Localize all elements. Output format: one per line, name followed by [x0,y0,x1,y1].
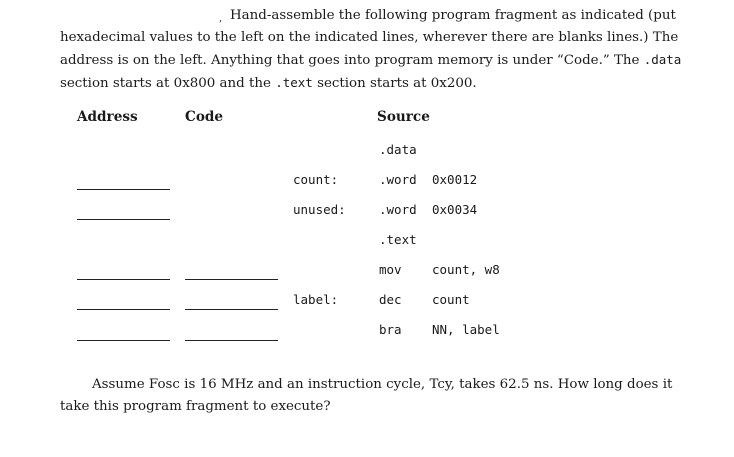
operand-bra: NN, label [432,322,500,337]
instr-word-unused: .word [379,202,417,217]
instr-word-count: .word [379,172,417,187]
address-blank-bra[interactable] [77,340,170,341]
instr-dec: dec [379,292,402,307]
operand-dec: count [432,292,470,307]
label-unused: unused: [293,202,346,217]
instructions-text-3: section starts at 0x200. [312,76,477,91]
code-blank-bra[interactable] [185,340,278,341]
directive-text: .text [379,232,417,247]
instr-bra: bra [379,322,402,337]
source-header: Source [377,109,430,125]
data-keyword: .data [643,52,682,67]
code-blank-dec[interactable] [185,309,278,310]
operand-0x0012: 0x0012 [432,172,478,187]
directive-data: .data [379,142,417,157]
operand-0x0034: 0x0034 [432,202,478,217]
question-paragraph: Assume Fosc is 16 MHz and an instruction cycle, Tcy, takes 62.5 ns. How long does it take this program fragment to execute? [60,377,673,414]
address-header: Address [77,109,138,125]
instructions-text-2: section starts at 0x800 and the [60,76,276,91]
instructions-paragraph [60,5,700,95]
code-blank-mov[interactable] [185,279,278,280]
label-label: label: [293,292,339,307]
address-blank-dec[interactable] [77,309,170,310]
address-blank-unused[interactable] [77,219,170,220]
operand-mov: count, w8 [432,262,500,277]
instr-mov: mov [379,262,402,277]
stray-mark: , [219,13,223,24]
code-header: Code [185,109,224,125]
instructions-text-1: Hand-assemble the following program fragment as indicated (put hexadecimal values to the left on the indicated lines, wherever there are blanks lines.) The address is on the left. Anything that goes into program memory is under “Code.” The [60,8,679,68]
address-blank-count[interactable] [77,189,170,190]
text-keyword: .text [275,75,313,90]
address-blank-mov[interactable] [77,279,170,280]
label-count: count: [293,172,339,187]
